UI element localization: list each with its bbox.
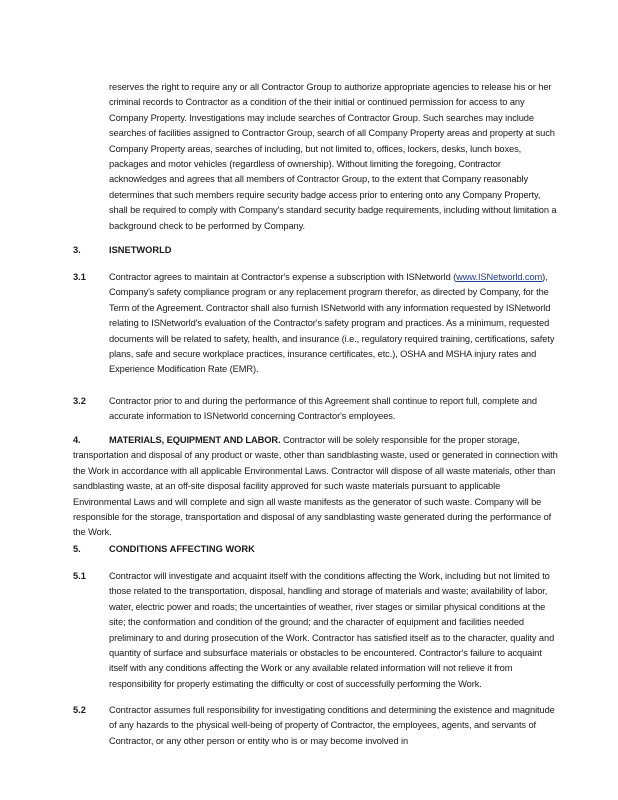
- section-5-heading: [73, 542, 255, 557]
- section-3-2-number: 3.2: [73, 396, 86, 406]
- section-4-number: 4.: [73, 435, 81, 445]
- section-5-1-paragraph: Contractor will investigate and acquaint itself with the conditions affecting the Work, including but not limited to those related to the transportation, disposal, handling and storage of materials and waste; availability of labor, water, electric power and roads; the uncertainties of weather, river stages or similar physical conditions at the site; the conformation and condition of the ground; and the character of equipment and facilities needed preliminary to and during prosecution of the Work. Contractor has satisfied itself as to the character, quality and quantity of surface and subsurface materials or obstacles to be encountered. Contractor's failure to acquaint itself with any conditions affecting the Work or any available related information will not relieve it from responsibility for properly estimating the difficulty or cost of successfully performing the Work.: [109, 571, 555, 689]
- section-3-1-paragraph: [109, 270, 559, 378]
- section-5-2-number: 5.2: [73, 705, 86, 715]
- section-4-text: Contractor will be solely responsible for the proper storage, transportation and disposal of any product or waste, other than sandblasting waste, used or generated in connection with the Work in accordance with all applicable Environmental Laws. Contractor will dispose of all waste materials, other than sandblasting waste, at an off-site disposal facility approved for such waste materials pursuant to applicable Environmental Laws and will complete and sign all waste manifests as the generator of such waste. Company will be responsible for the storage, transportation and disposal of any sandblasting waste generated during the performance of the Work.: [73, 435, 558, 538]
- section-3-2-paragraph: Contractor prior to and during the performance of this Agreement shall continue to report full, complete and accurate information to ISNetworld concerning Contractor's employees.: [109, 396, 537, 422]
- section-5-title: CONDITIONS AFFECTING WORK: [109, 544, 255, 554]
- isnetworld-link[interactable]: www.ISNetworld.com: [456, 272, 543, 282]
- section-3-title: ISNETWORLD: [109, 245, 172, 255]
- section-4-paragraph: [73, 433, 559, 541]
- intro-paragraph: reserves the right to require any or all Contractor Group to authorize appropriate agencies to release his or her criminal records to Contractor as a condition of the their initial or continued permission for access to any Company Property. Investigations may include searches of Contractor Group. Such searches may include searches of facilities assigned to Contractor Group, search of all Company Property areas and property at such Company Property areas, searches of including, but not limited to, offices, lockers, desks, lunch boxes, packages and motor vehicles (regardless of ownership). Without limiting the foregoing, Contractor acknowledges and agrees that all members of Contractor Group, to the extent that Company reasonably determines that such members require security badge access prior to entering onto any Company Property, shall be required to comply with Company's standard security badge requirements, including without limitation a background check to be performed by Company.: [109, 82, 557, 231]
- section-4-title: MATERIALS, EQUIPMENT AND LABOR.: [109, 435, 281, 445]
- section-5-number: 5.: [73, 544, 81, 554]
- section-5-2-paragraph: Contractor assumes full responsibility for investigating conditions and determining the existence and magnitude of any hazards to the physical well-being of property of Contractor, the employees, agents, and servants of Contractor, or any other person or entity who is or may become involved in: [109, 705, 555, 746]
- section-3-1-text-b: ), Company's safety compliance program or any replacement program therefor, as directed by Company, for the Term of the Agreement. Contractor shall also furnish ISNetworld with any information requested by ISNetworld relating to ISNetworld's evaluation of the Contractor's safety program and practices. As a minimum, requested documents will be related to safety, health, and insurance (i.e., regulatory required training, certifications, safety plans, safe and secure workplace practices, insurance certificates, etc.), OSHA and MSHA injury rates and Experience Modification Rate (EMR).: [109, 272, 555, 375]
- section-5-1-number: 5.1: [73, 571, 86, 581]
- section-3-1-number: 3.1: [73, 272, 86, 282]
- section-3-1-text-a: Contractor agrees to maintain at Contractor's expense a subscription with ISNetworld (: [109, 272, 457, 282]
- section-3-number: 3.: [73, 245, 81, 255]
- section-3-heading: [73, 243, 172, 258]
